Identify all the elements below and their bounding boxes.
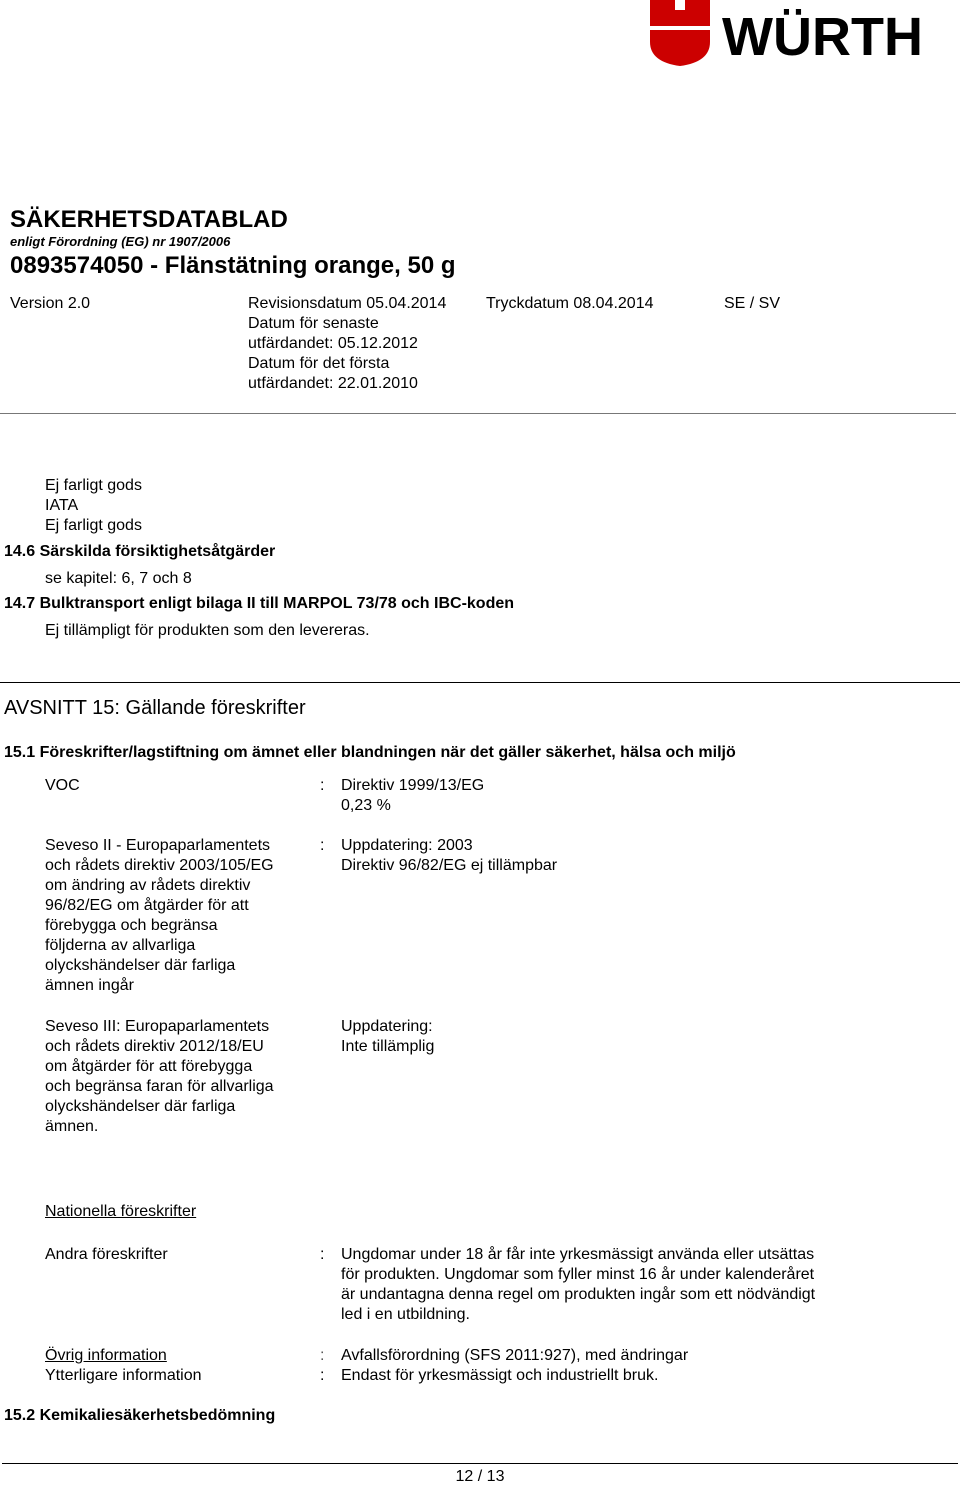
wurth-emblem-icon (650, 0, 710, 66)
last-issue-date-line2: utfärdandet: 05.12.2012 (248, 335, 418, 352)
section-14-7-text: Ej tillämpligt för produkten som den levereras. (45, 622, 370, 639)
other-regulations-line: led i en utbildning. (341, 1306, 470, 1323)
seveso3-value-line2: Inte tillämplig (341, 1038, 435, 1055)
other-information-label: Övrig information (45, 1347, 167, 1364)
seveso2-value-line2: Direktiv 96/82/EG ej tillämpbar (341, 857, 558, 874)
seveso2-label (45, 836, 274, 996)
section-15-2-title: 15.2 Kemikaliesäkerhetsbedömning (4, 1407, 276, 1424)
seveso2-value-line1: Uppdatering: 2003 (341, 837, 473, 854)
seveso3-label (45, 1017, 274, 1137)
seveso3-label-line: olyckshändelser där farliga (45, 1098, 236, 1115)
seveso2-colon: : (320, 837, 325, 854)
wurth-logo-text: WÜRTH (722, 7, 923, 67)
other-regulations-label: Andra föreskrifter (45, 1246, 168, 1263)
additional-information-value: Endast för yrkesmässigt och industriellt bruk. (341, 1367, 659, 1384)
seveso2-label-line: ämnen ingår (45, 977, 134, 994)
voc-value-line1: Direktiv 1999/13/EG (341, 777, 485, 794)
section-14-6-title: 14.6 Särskilda försiktighetsåtgärder (4, 543, 276, 560)
national-regulations-heading: Nationella föreskrifter (45, 1203, 197, 1220)
seveso3-value-line1: Uppdatering: (341, 1018, 433, 1035)
voc-label: VOC (45, 777, 80, 794)
other-regulations-line: för produkten. Ungdomar som fyller minst 16 år under kalenderåret (341, 1266, 815, 1283)
transport-line-1: Ej farligt gods (45, 477, 142, 494)
seveso2-label-line: följderna av allvarliga (45, 937, 196, 954)
seveso3-label-line: Seveso III: Europaparlamentets (45, 1018, 270, 1035)
wurth-logo (648, 0, 960, 70)
seveso2-label-line: förebygga och begränsa (45, 917, 218, 934)
first-issue-date-line2: utfärdandet: 22.01.2010 (248, 375, 418, 392)
document-title: SÄKERHETSDATABLAD (10, 206, 288, 233)
other-regulations-colon: : (320, 1246, 325, 1263)
transport-line-2: Ej farligt gods (45, 517, 142, 534)
additional-information-colon: : (320, 1367, 325, 1384)
iata-label: IATA (45, 497, 79, 514)
other-regulations-value (341, 1245, 815, 1325)
voc-value-line2: 0,23 % (341, 797, 391, 814)
seveso2-label-line: Seveso II - Europaparlamentets (45, 837, 271, 854)
other-information-value: Avfallsförordning (SFS 2011:927), med ändringar (341, 1347, 689, 1364)
section-15-divider (0, 682, 960, 683)
seveso2-label-line: 96/82/EG om åtgärder för att (45, 897, 249, 914)
last-issue-date-line1: Datum för senaste (248, 315, 379, 332)
seveso3-label-line: om åtgärder för att förebygga (45, 1058, 253, 1075)
section-14-7-title: 14.7 Bulktransport enligt bilaga II till MARPOL 73/78 och IBC-koden (4, 595, 515, 612)
product-name: 0893574050 - Flänstätning orange, 50 g (10, 252, 456, 279)
additional-information-label: Ytterligare information (45, 1367, 202, 1384)
other-regulations-line: Ungdomar under 18 år får inte yrkesmässigt använda eller utsättas (341, 1246, 815, 1263)
section-15-1-title: 15.1 Föreskrifter/lagstiftning om ämnet eller blandningen när det gäller säkerhet, hälsa och miljö (4, 744, 736, 761)
seveso2-label-line: och rådets direktiv 2003/105/EG (45, 857, 274, 874)
header-divider (0, 413, 956, 414)
footer-divider (2, 1463, 958, 1464)
revision-date: Revisionsdatum 05.04.2014 (248, 295, 447, 312)
page-number: 12 / 13 (455, 1468, 505, 1485)
version-label: Version 2.0 (10, 295, 91, 312)
seveso2-label-line: olyckshändelser där farliga (45, 957, 236, 974)
seveso3-label-line: och rådets direktiv 2012/18/EU (45, 1038, 264, 1055)
other-information-colon: : (320, 1347, 325, 1364)
regulation-subtitle: enligt Förordning (EG) nr 1907/2006 (10, 234, 231, 249)
voc-colon: : (320, 777, 325, 794)
section-14-6-text: se kapitel: 6, 7 och 8 (45, 570, 192, 587)
first-issue-date-line1: Datum för det första (248, 355, 390, 372)
locale-label: SE / SV (724, 295, 781, 312)
seveso3-label-line: ämnen. (45, 1118, 99, 1135)
other-regulations-line: är undantagna denna regel om produkten ingår som ett nödvändigt (341, 1286, 816, 1303)
seveso3-label-line: och begränsa faran för allvarliga (45, 1078, 274, 1095)
section-15-heading: AVSNITT 15: Gällande föreskrifter (4, 697, 306, 719)
print-date: Tryckdatum 08.04.2014 (486, 295, 654, 312)
seveso2-label-line: om ändring av rådets direktiv (45, 877, 251, 894)
